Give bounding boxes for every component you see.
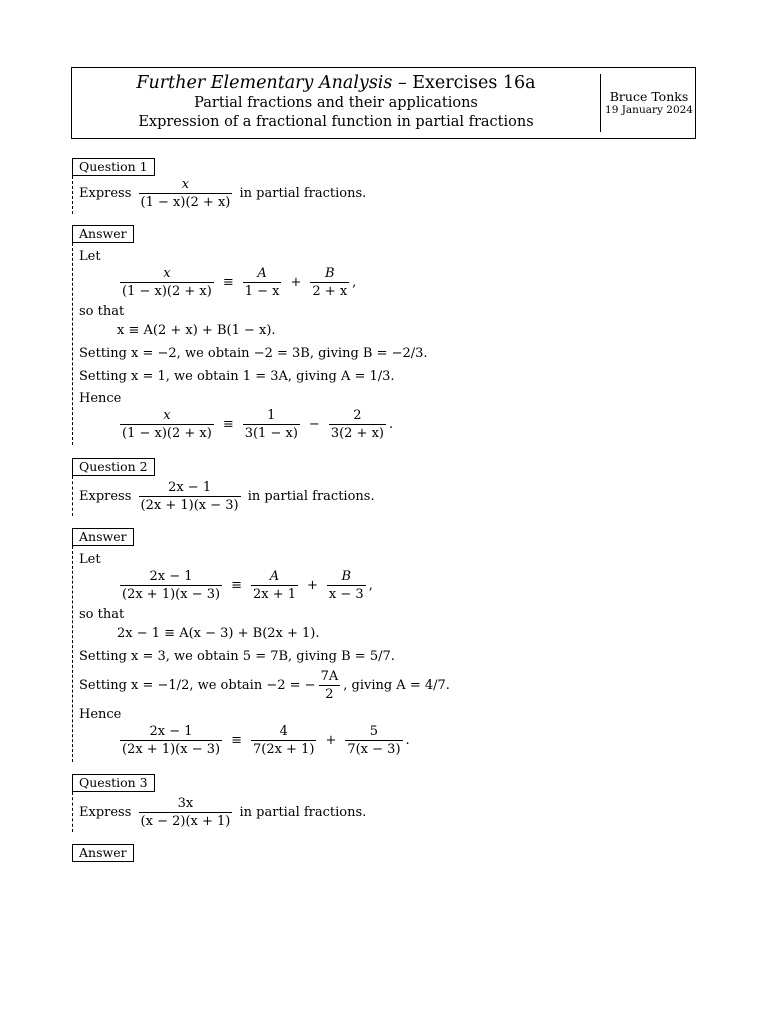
q2-suffix: in partial fractions.: [247, 489, 375, 504]
a1-setting-1: Setting x = −2, we obtain −2 = 3B, giving B = −2/3.: [79, 346, 428, 361]
question-1-label: Question 1: [72, 158, 155, 176]
a2-res-f1: [251, 724, 316, 757]
q1-suffix: in partial fractions.: [239, 186, 367, 201]
a2-eq-f1-den: 2x + 1: [252, 587, 297, 602]
a2-eq-lhs-den: (2x + 1)(x − 3): [122, 587, 221, 602]
a1-setting-2: Setting x = 1, we obtain 1 = 3A, giving A = 1/3.: [79, 369, 395, 384]
a2-res-f1-den: 7(2x + 1): [252, 742, 315, 757]
a1-eq-lhs-den: (1 − x)(2 + x): [122, 284, 212, 299]
a2-identity: 2x − 1 ≡ A(x − 3) + B(2x + 1).: [117, 626, 320, 641]
a1-res-lhs: [120, 408, 214, 441]
a2-equation: $\frac{2x - 1}{(2x + 1)(x - 3)}$ ≡ $\frac{A}{2x + 1}$ + $\frac{B}{x - 3}$ ,: [122, 569, 373, 602]
a2-result: $\frac{2x - 1}{(2x + 1)(x - 3)}$ ≡ $\frac{4}{7(2x + 1)}$ + $\frac{5}{7(x - 3)}$ .: [122, 724, 410, 757]
a1-res-f2-num: 2: [353, 408, 362, 423]
answer-1-label: Answer: [72, 225, 134, 243]
answer-2-rule: [72, 546, 73, 762]
answer-2-label: Answer: [72, 528, 134, 546]
a1-let: Let: [79, 249, 101, 264]
a1-result: $\frac{x}{(1 - x)(2 + x)}$ ≡ $\frac{1}{3(1 - x)}$ − $\frac{2}{3(2 + x)}$ .: [122, 408, 394, 441]
a1-res-f1: [243, 408, 300, 441]
q2-numerator: 2x − 1: [168, 480, 212, 495]
answer-3-label: Answer: [72, 844, 134, 862]
a2-eq-f1: [251, 569, 298, 602]
header-main: [72, 72, 600, 132]
q1-numerator: x: [181, 177, 190, 192]
question-2-label: Question 2: [72, 458, 155, 476]
question-3-text: [79, 796, 366, 829]
a2-hence: Hence: [79, 707, 122, 722]
a1-identity: x ≡ A(2 + x) + B(1 − x).: [117, 323, 276, 338]
a2-so-that: so that: [79, 607, 125, 622]
a2-res-f1-num: 4: [279, 724, 288, 739]
q1-express: Express: [79, 186, 132, 201]
a1-so-that: so that: [79, 304, 125, 319]
a2-res-lhs-num: 2x − 1: [149, 724, 193, 739]
header-side: [601, 90, 697, 116]
question-2-text: [79, 480, 375, 513]
q3-fraction: [139, 796, 233, 829]
q1-denominator: (1 − x)(2 + x): [140, 195, 231, 210]
a1-res-f1-den: 3(1 − x): [244, 426, 298, 441]
a2-setting-2-den: 2: [319, 685, 341, 702]
a1-eq-lhs: [120, 266, 214, 299]
a2-eq-f2-num: B: [341, 569, 352, 584]
a1-eq-f1: [243, 266, 282, 299]
a1-eq-lhs-num: x: [163, 266, 171, 281]
q3-denominator: (x − 2)(x + 1): [140, 814, 231, 829]
subtitle-topic: Partial fractions and their applications: [194, 95, 478, 111]
a2-res-lhs: [120, 724, 222, 757]
a2-setting-2-end: , giving A = 4/7.: [343, 678, 450, 693]
q3-numerator: 3x: [177, 796, 194, 811]
title-italic: Further Elementary Analysis: [136, 73, 393, 93]
subtitle-section: Expression of a fractional function in partial fractions: [138, 114, 534, 130]
a2-setting-2-fraction: [319, 669, 341, 702]
q2-denominator: (2x + 1)(x − 3): [140, 498, 239, 513]
a2-setting-2-num: 7A: [320, 669, 339, 684]
a1-eq-f2-den: 2 + x: [312, 284, 348, 299]
question-3-rule: [72, 792, 73, 832]
question-1-rule: [72, 176, 73, 214]
a2-eq-lhs-num: 2x − 1: [149, 569, 193, 584]
question-2-rule: [72, 476, 73, 516]
q3-express: Express: [79, 805, 132, 820]
a1-res-lhs-den: (1 − x)(2 + x): [122, 426, 212, 441]
a2-let: Let: [79, 552, 101, 567]
a1-eq-f1-num: A: [257, 266, 267, 281]
q2-fraction: [139, 480, 241, 513]
a1-eq-f2-num: B: [324, 266, 335, 281]
document-title: [72, 72, 600, 94]
a1-equation: $\frac{x}{(1 - x)(2 + x)}$ ≡ $\frac{A}{1 - x}$ + $\frac{B}{2 + x}$ ,: [122, 266, 357, 299]
a2-res-f2-den: 7(x − 3): [347, 742, 401, 757]
document-date: 19 January 2024: [605, 104, 693, 116]
q2-express: Express: [79, 489, 132, 504]
a2-setting-1: Setting x = 3, we obtain 5 = 7B, giving B = 5/7.: [79, 649, 395, 664]
document-header: [71, 67, 696, 139]
a1-res-f1-num: 1: [267, 408, 276, 423]
q3-suffix: in partial fractions.: [239, 805, 367, 820]
a2-eq-f2-den: x − 3: [328, 587, 364, 602]
a1-res-lhs-num: x: [163, 408, 171, 423]
author-name: Bruce Tonks: [609, 89, 689, 104]
a2-eq-f2: [327, 569, 366, 602]
a2-res-f2-num: 5: [369, 724, 379, 739]
question-3-label: Question 3: [72, 774, 155, 792]
title-rest: – Exercises 16a: [392, 73, 536, 93]
a2-eq-f1-num: A: [269, 569, 280, 584]
q1-fraction: [139, 177, 233, 210]
answer-1-rule: [72, 243, 73, 445]
question-1-text: [79, 177, 366, 210]
a2-res-f2: [345, 724, 402, 757]
a1-eq-f1-den: 1 − x: [244, 284, 280, 299]
a2-eq-lhs: [120, 569, 222, 602]
a2-setting-2: [79, 669, 450, 702]
a2-res-lhs-den: (2x + 1)(x − 3): [122, 742, 221, 757]
a2-setting-2-start: Setting x = −1/2, we obtain −2 = −: [79, 678, 316, 693]
a1-res-f2: [329, 408, 386, 441]
a1-res-f2-den: 3(2 + x): [330, 426, 384, 441]
a1-hence: Hence: [79, 391, 122, 406]
a1-eq-f2: [310, 266, 349, 299]
